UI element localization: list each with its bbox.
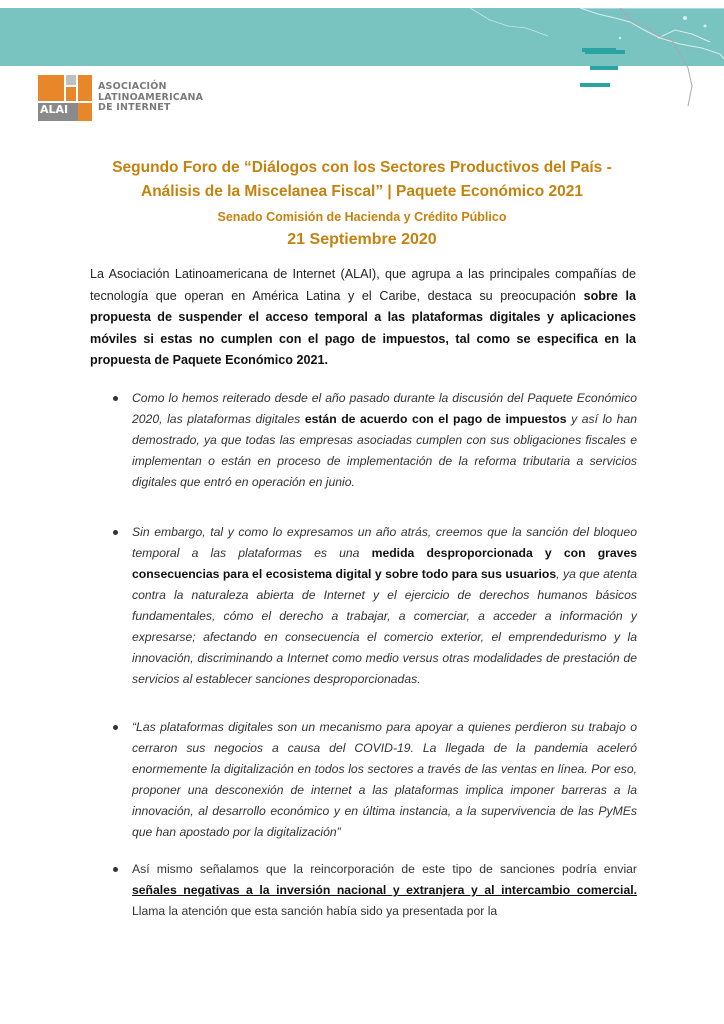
bullet-icon: [113, 725, 118, 730]
bullet-icon: [113, 867, 118, 872]
bullet-text-4: [132, 859, 637, 922]
title-line2: Análisis de la Miscelanea Fiscal” | Paquete Económico 2021: [141, 183, 583, 200]
logo-name-line1: ASOCIACIÓN: [98, 81, 167, 92]
intro-bold-text: sobre la propuesta de suspender el acceso temporal a las plataformas digitales y aplicaciones móviles si estas no cumplen con el pago de impuestos, tal como se especifica en la propuesta de Paquete Económico 2021.: [90, 288, 636, 367]
map-lines-graphic: [560, 8, 724, 108]
bullet-4-text-c: Llama la atención que esta sanción había sido ya presentada por la: [132, 904, 498, 918]
bullet-icon: [113, 396, 118, 401]
bullet-text-2: [132, 522, 637, 690]
bullet-1-text-a: Como lo hemos reiterado desde el año pasado durante la discusión del Paquete Económico 2020, las plataformas digitales: [132, 391, 637, 426]
logo-name-line3: DE INTERNET: [98, 102, 171, 113]
intro-paragraph: [90, 264, 636, 372]
bullet-4-bold-underline: señales negativas a la inversión nacional y extranjera y al intercambio comercial.: [132, 883, 637, 897]
bullet-2-bold: medida desproporcionada y con graves consecuencias para el ecosistema digital y sobre todo para sus usuarios: [132, 546, 637, 581]
bullet-icon: [113, 530, 118, 535]
bullet-2-text-c: , ya que atenta contra la naturaleza abierta de Internet y el ejercicio de derechos humanos básicos fundamentales, cómo el derecho a trabajar, a comerciar, a acceder a información y expresarse; afectando en consecuencia el comercio exterior, el emprendedurismo y la innovación, discriminando a Internet como medio versus otras modalidades de prestación de servicios al establecer sanciones desproporcionadas.: [132, 567, 637, 686]
bullet-4-text-a: Así mismo señalamos que la reincorporación de este tipo de sanciones podría enviar: [132, 862, 637, 876]
bullet-text-3: “Las plataformas digitales son un mecanismo para apoyar a quienes perdieron su trabajo o cerraron sus negocios a causa del COVID-19. La llegada de la pandemia aceleró enormemente la digitalización en todos los sectores a través de las ventas en línea. Por eso, proponer una desconexión de internet a las plataformas implica imponer barreras a la innovación, al desarrollo económico y en última instancia, a la supervivencia de las PyMEs que han apostado por la digitalización”: [132, 720, 637, 839]
logo-name: [98, 82, 203, 114]
intro-text: La Asociación Latinoamericana de Internet (ALAI), que agrupa a las principales compañías de tecnología que operan en América Latina y el Caribe, destaca su preocupación: [90, 267, 636, 303]
bullet-1-text-c: y así lo han demostrado, ya que todas las empresas asociadas cumplen con sus obligaciones fiscales e implementan o están en proceso de implementación de la reforma tributaria a servicios digitales que entró en operación en junio.: [132, 412, 638, 489]
bullet-2-text-a: Sin embargo, tal y como lo expresamos un año atrás, creemos que la sanción del bloqueo temporal a las plataformas es una: [132, 525, 637, 560]
title-date: 21 Septiembre 2020: [287, 231, 437, 248]
logo-mark-text: ALAI: [40, 103, 69, 116]
title-line1: Segundo Foro de “Diálogos con los Sectores Productivos del País -: [112, 159, 612, 176]
bullet-text-1: [132, 388, 637, 493]
title-subtitle: Senado Comisión de Hacienda y Crédito Público: [217, 210, 507, 224]
logo-name-line2: LATINOAMERICANA: [98, 91, 204, 103]
bullet-1-bold: están de acuerdo con el pago de impuestos: [304, 412, 567, 426]
